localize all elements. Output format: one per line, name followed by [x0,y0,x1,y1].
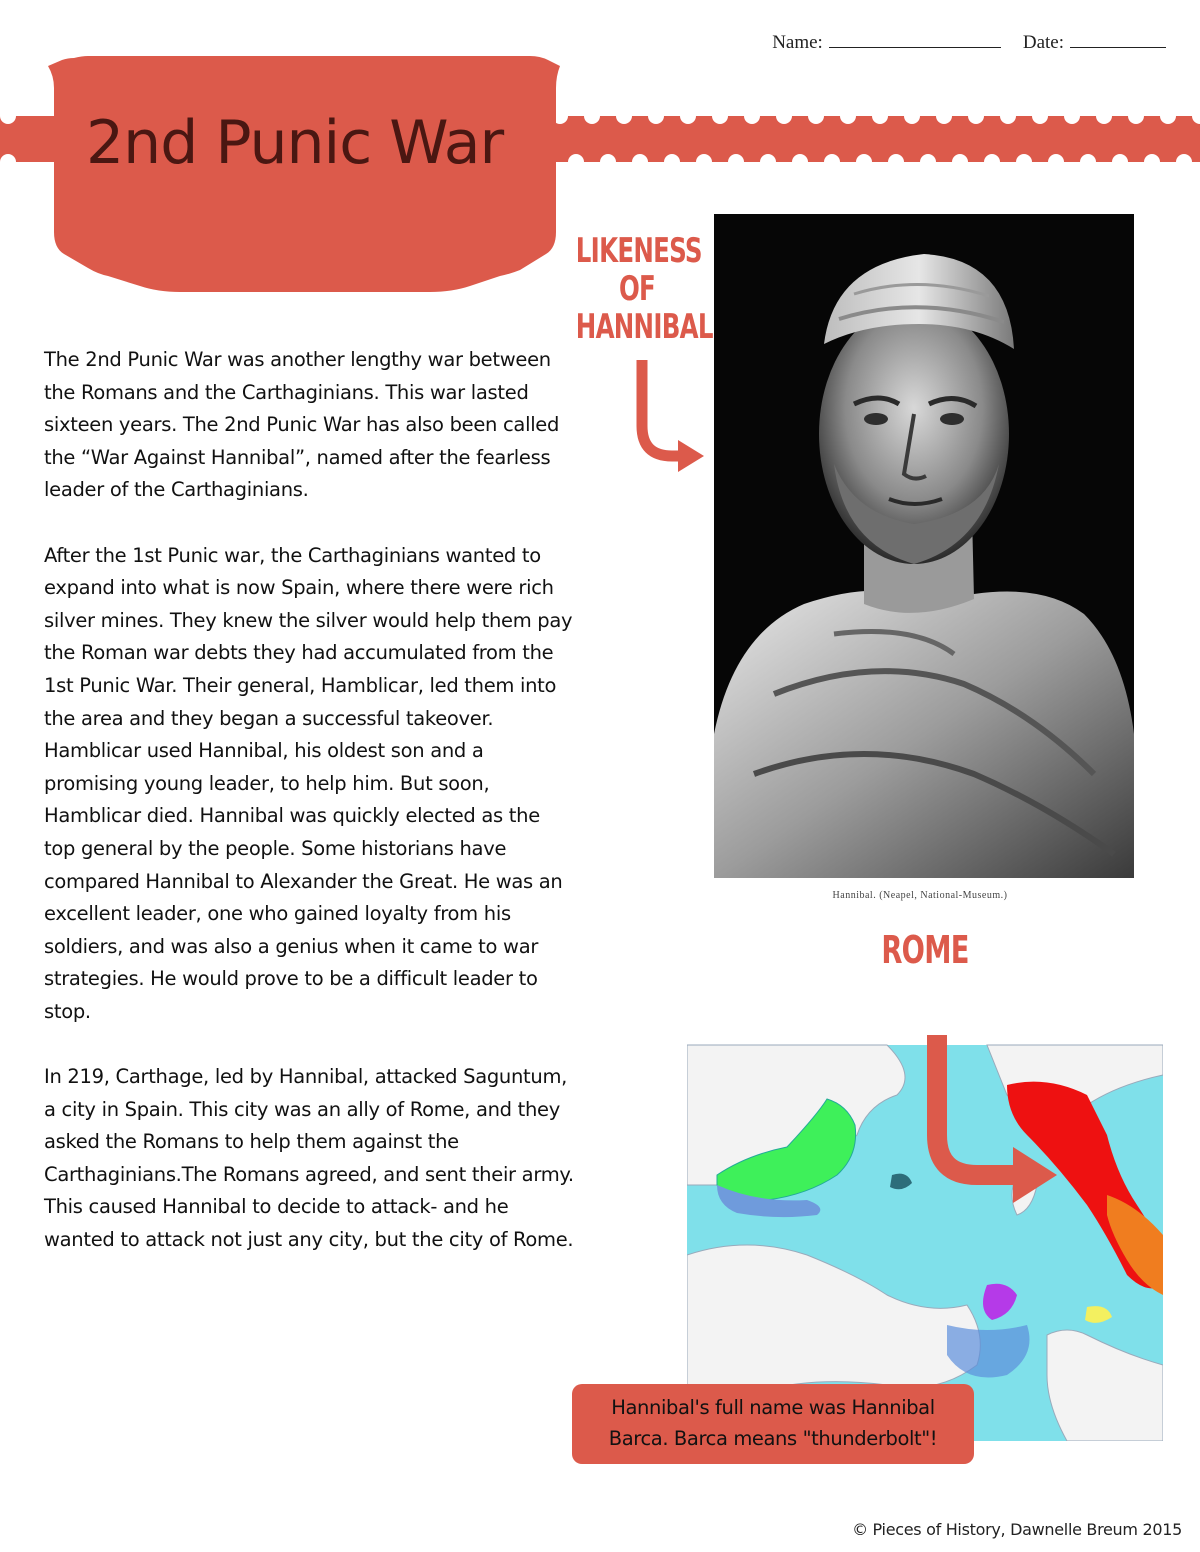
date-blank-line[interactable] [1070,34,1166,48]
copyright-footer: © Pieces of History, Dawnelle Breum 2015 [852,1520,1182,1539]
name-label: Name: [772,32,823,53]
date-label: Date: [1022,32,1064,53]
paragraph-3: In 219, Carthage, led by Hannibal, attacked Saguntum, a city in Spain. This city was an ally of Rome, and they asked the Romans to help them against the Carthaginians.The Romans agreed, and sent their army. This caused Hannibal to decide to attack- and he wanted to attack not just any city, but the city of Rome. [44,1065,574,1252]
article-body [44,344,574,1289]
hannibal-portrait [714,214,1134,878]
fact-callout-box [572,1384,974,1464]
name-blank-line[interactable] [829,34,1001,48]
rome-label: ROME [881,928,969,972]
fact-line-2: Barca. Barca means "thunderbolt"! [608,1427,938,1450]
likeness-label-line3: HANNIBAL [575,307,713,347]
page-title: 2nd Punic War [86,108,504,178]
header-fields [772,32,1166,54]
portrait-caption: Hannibal. (Neapel, National-Museum.) [832,890,1008,901]
date-field[interactable] [1023,32,1166,54]
name-field[interactable] [772,32,1001,54]
fact-line-1: Hannibal's full name was Hannibal [611,1396,935,1419]
map-image [687,1035,1163,1441]
paragraph-2: After the 1st Punic war, the Carthaginians wanted to expand into what is now Spain, where there were rich silver mines. They knew the silver would help them pay the Roman war debts they had accumulated from the 1st Punic War. Their general, Hamblicar, led them into the area and they began a successful takeover. Hamblicar used Hannibal, his oldest son and a promising young leader, to help him. But soon, Hamblicar died. Hannibal was quickly elected as the top general by the people. Some historians have compared Hannibal to Alexander the Great. He was an excellent leader, one who gained loyalty from his soldiers, and was also a genius when it came to war strategies. He would prove to be a difficult leader to stop. [44,543,573,1023]
likeness-label [575,231,713,347]
likeness-label-line1: LIKENESS [575,231,702,271]
paragraph-1: The 2nd Punic War was another lengthy war between the Romans and the Carthaginians. This war lasted sixteen years. The 2nd Punic War has also been called the “War Against Hannibal”, named after the fearless leader of the Carthaginians. [44,348,560,502]
hannibal-bust-image [714,214,1134,878]
mediterranean-map [687,1035,1163,1441]
arrow-down-right-icon [620,356,710,480]
likeness-label-line2: OF [618,269,656,309]
